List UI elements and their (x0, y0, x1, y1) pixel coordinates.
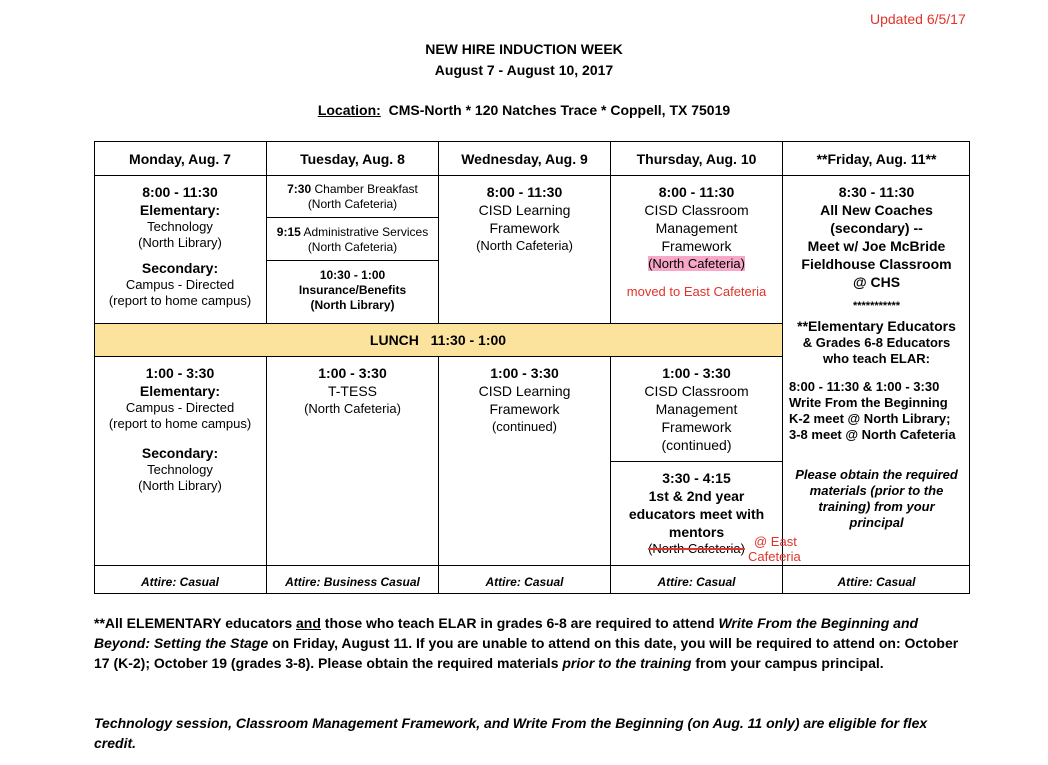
header-tuesday: Tuesday, Aug. 8 (266, 141, 438, 175)
tuesday-s3-location: (North Library) (310, 298, 395, 312)
note-flex-credit: Technology session, Classroom Management Framework, and Write From the Beginning (on Aug. 11 only) are eligible for flex credit. (94, 715, 928, 751)
thursday-late-line2: educators meet with (628, 506, 765, 522)
thursday-am (610, 175, 782, 323)
tuesday-session-1 (266, 175, 438, 217)
thursday-pm-line3: Framework (661, 419, 732, 435)
thursday-late-time: 3:30 - 4:15 (662, 470, 731, 486)
friday-write-line3: K-2 meet @ North Library; (789, 411, 951, 426)
updated-date: Updated 6/5/17 (870, 11, 966, 27)
monday-am-sec-line1: Campus - Directed (125, 277, 235, 292)
page-title: NEW HIRE INDUCTION WEEK (425, 41, 623, 57)
thursday-am-time: 8:00 - 11:30 (658, 184, 735, 200)
note-elementary (94, 613, 964, 673)
wednesday-am-time: 8:00 - 11:30 (486, 184, 563, 200)
tuesday-s1-location: (North Cafeteria) (307, 197, 398, 211)
friday-note-line2: materials (prior to the (809, 483, 944, 498)
tuesday-pm-time: 1:00 - 3:30 (318, 365, 387, 381)
tuesday-pm-location: (North Cafeteria) (304, 401, 401, 416)
monday-am-sec-label: Secondary: (141, 260, 219, 276)
thursday-pm (610, 356, 782, 461)
monday-pm-sec-line2: (North Library) (138, 478, 222, 493)
wednesday-am-line2: Framework (489, 220, 560, 236)
wednesday-pm-line1: CISD Learning (478, 383, 571, 399)
monday-am-elem-line1: Technology (147, 219, 213, 234)
lunch-label: LUNCH 11:30 - 1:00 (369, 332, 507, 348)
friday-column (782, 175, 970, 565)
friday-time: 8:30 - 11:30 (838, 184, 915, 200)
attire-friday: Attire: Casual (782, 565, 970, 594)
tuesday-pm (266, 356, 438, 565)
location-text: CMS-North * 120 Natches Trace * Coppell, TX 75019 (388, 102, 731, 118)
tuesday-s3-title: Insurance/Benefits (298, 283, 407, 297)
monday-pm-sec-line1: Technology (147, 462, 213, 477)
schedule-table (94, 141, 970, 594)
thursday-pm-time: 1:00 - 3:30 (662, 365, 731, 381)
wednesday-pm (438, 356, 610, 565)
friday-note-line1: Please obtain the required (795, 467, 958, 482)
thursday-late-new-location-line1: @ East (754, 534, 797, 549)
wednesday-am (438, 175, 610, 323)
friday-line4: Fieldhouse Classroom (801, 256, 952, 272)
wednesday-pm-line2: Framework (489, 401, 560, 417)
friday-elem-line1: **Elementary Educators (797, 318, 956, 334)
thursday-pm-line4: (continued) (661, 437, 732, 453)
tuesday-s1-time: 7:30 (287, 182, 312, 196)
wednesday-pm-time: 1:00 - 3:30 (490, 365, 559, 381)
friday-elem-line3: who teach ELAR: (823, 351, 930, 366)
friday-write-line4: 3-8 meet @ North Cafeteria (789, 427, 956, 442)
thursday-am-line2: Management (655, 220, 738, 236)
header-friday: **Friday, Aug. 11** (782, 141, 970, 175)
thursday-late-line3: mentors (668, 524, 725, 540)
note1-part-d: Write From the Beginning and Beyond: Setting the Stage (94, 615, 919, 651)
monday-am-elem-label: Elementary: (139, 202, 221, 218)
monday-pm-elem-label: Elementary: (139, 383, 221, 399)
monday-am-time: 8:00 - 11:30 (142, 184, 218, 200)
tuesday-s1-title: Chamber Breakfast (314, 182, 418, 196)
note1-part-c: those who teach ELAR in grades 6-8 are required to attend (320, 615, 719, 631)
thursday-am-line1: CISD Classroom (644, 202, 749, 218)
attire-tuesday: Attire: Business Casual (266, 565, 438, 594)
tuesday-s2-location: (North Cafeteria) (307, 240, 398, 254)
note1-part-f: prior to the training (562, 655, 692, 671)
friday-line3: Meet w/ Joe McBride (807, 238, 946, 254)
wednesday-pm-line3: (continued) (491, 419, 558, 434)
monday-am-sec-line2: (report to home campus) (108, 293, 252, 308)
note1-part-a: **All ELEMENTARY educators (94, 615, 297, 631)
wednesday-am-line3: (North Cafeteria) (476, 238, 573, 253)
thursday-am-location: (North Cafeteria) (648, 256, 745, 271)
attire-thursday: Attire: Casual (610, 565, 782, 594)
monday-pm-time: 1:00 - 3:30 (145, 365, 215, 381)
friday-line5: @ CHS (852, 274, 901, 290)
header-monday: Monday, Aug. 7 (129, 151, 231, 167)
monday-pm-elem-line2: (report to home campus) (108, 416, 252, 431)
note1-part-g: from your campus principal. (691, 655, 884, 671)
monday-pm-elem-line1: Campus - Directed (125, 400, 235, 415)
tuesday-session-2 (266, 217, 438, 260)
tuesday-s2-time: 9:15 (276, 225, 301, 239)
attire-wednesday: Attire: Casual (438, 565, 610, 594)
monday-pm-sec-label: Secondary: (141, 445, 219, 461)
location-line (0, 102, 1048, 118)
monday-am (94, 175, 266, 323)
tuesday-s2-title: Administrative Services (303, 225, 429, 239)
tuesday-pm-title: T-TESS (327, 383, 377, 399)
friday-write-line1: 8:00 - 11:30 & 1:00 - 3:30 (789, 379, 940, 394)
monday-am-elem-line2: (North Library) (138, 235, 222, 250)
thursday-late-new-location (748, 534, 801, 564)
friday-write-line2: Write From the Beginning (789, 395, 948, 410)
friday-note-line3: training) from your (818, 499, 935, 514)
note1-part-b: and (296, 615, 321, 631)
tuesday-session-3 (266, 260, 438, 323)
friday-line2: (secondary) -- (830, 220, 923, 236)
location-label: Location: (317, 102, 381, 118)
thursday-late-location: (North Cafeteria) (648, 541, 745, 556)
note1-part-e: on Friday, August 11. If you are unable to attend on this date, you will be required to attend on: October 17 (K-2); October 19 (grades 3-8). Please obtain the required materials (94, 635, 959, 671)
page-dates: August 7 - August 10, 2017 (434, 62, 614, 78)
thursday-am-moved-note: moved to East Cafeteria (626, 284, 767, 299)
header-wednesday: Wednesday, Aug. 9 (438, 141, 610, 175)
wednesday-am-line1: CISD Learning (478, 202, 571, 218)
friday-separator: *********** (852, 300, 901, 312)
thursday-pm-line1: CISD Classroom (644, 383, 749, 399)
friday-elem-line2: & Grades 6-8 Educators (802, 335, 951, 350)
thursday-late-new-location-line2: Cafeteria (748, 549, 801, 564)
friday-line1: All New Coaches (820, 202, 933, 218)
thursday-pm-line2: Management (655, 401, 738, 417)
monday-pm (94, 356, 266, 565)
attire-monday: Attire: Casual (94, 565, 266, 594)
tuesday-s3-time: 10:30 - 1:00 (319, 268, 386, 282)
thursday-late-line1: 1st & 2nd year (648, 488, 745, 504)
thursday-am-line3: Framework (661, 238, 732, 254)
header-thursday: Thursday, Aug. 10 (610, 141, 782, 175)
friday-note-line4: principal (849, 515, 904, 530)
lunch-row (94, 323, 782, 356)
